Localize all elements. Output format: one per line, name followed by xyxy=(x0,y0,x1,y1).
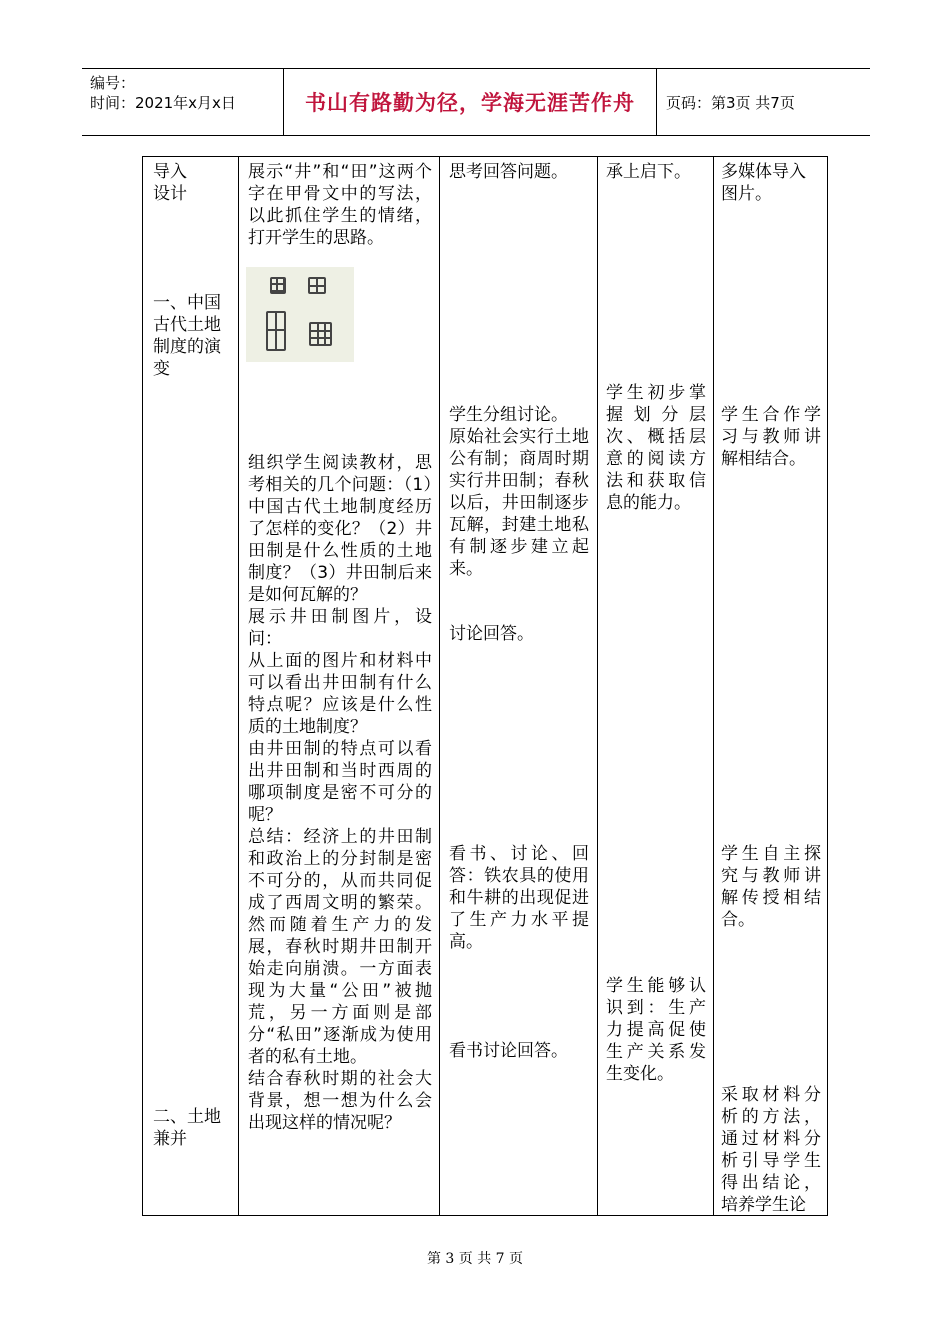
student-intro-text: 思考回答问题。 xyxy=(449,162,568,182)
student-discussion-text: 学生分组讨论。 原始社会实行土地公有制；商周时期实行井田制；春秋以后，井田制逐步瓦解，封建土地私有制逐步建立起来。 xyxy=(449,405,589,579)
method-2-text: 学生自主探究与教师讲解传授相结合。 xyxy=(721,844,821,930)
header-meta xyxy=(82,69,284,135)
column-divider xyxy=(238,157,239,1215)
oracle-bone-characters-image xyxy=(246,267,354,362)
stage-section-2: 二、土地 兼并 xyxy=(153,1107,221,1149)
teacher-activity-text: 组织学生阅读教材，思考相关的几个问题：（1）中国古代土地制度经历了怎样的变化？（2）井田制是什么性质的土地制度？（3）井田制后来是如何瓦解的？ 展示井田制图片，设问： 从上面的图片和材料中可以看出井田制有什么特点呢？应该是什么性质的土地制度？ 由井田制的特点可以看出井田制和当时西周的哪项制度是密不可分的呢？ 总结：经济上的井田制和政治上的分封制是密不可分的，从而共同促成了西周文明的繁荣。然而随着生产力的发展，春秋时期井田制开始走向崩溃。一方面表现为大量“公田”被抛荒，另一方面则是部分“私田”逐渐成为使用者的私有土地。 结合春秋时期的社会大背景，想一想为什么会出现这样的情况呢？ xyxy=(248,453,432,1133)
intent-goal-1-text: 学生初步掌握划分层次、概括层意的阅读方法和获取信息的能力。 xyxy=(606,383,706,513)
intent-intro-text: 承上启下。 xyxy=(606,162,691,182)
method-1-text: 学生合作学习与教师讲解相结合。 xyxy=(721,405,821,469)
column-divider xyxy=(439,157,440,1215)
oracle-tian-glyph xyxy=(266,311,286,351)
oracle-tian-glyph xyxy=(308,277,326,294)
header-page-label: 页码：第3页 共7页 xyxy=(666,93,795,112)
column-divider xyxy=(597,157,598,1215)
student-answer-text: 讨论回答。 xyxy=(449,624,534,644)
oracle-jing-glyph xyxy=(270,277,286,294)
header-motto: 书山有路勤为径，学海无涯苦作舟 xyxy=(284,69,657,135)
student-reading-answer-text: 看书讨论回答。 xyxy=(449,1041,568,1061)
stage-section-1: 一、中国 古代土地 制度的演 变 xyxy=(153,293,221,379)
document-number-label: 编号： xyxy=(90,74,136,92)
teacher-intro-text: 展示“井”和“田”这两个字在甲骨文中的写法，以此抓住学生的情绪，打开学生的思路。 xyxy=(248,162,432,248)
page-header xyxy=(82,68,870,136)
page-footer: 第 3 页 共 7 页 xyxy=(426,1251,524,1267)
document-time-label: 时间：2021年x月x日 xyxy=(90,94,236,112)
student-reading-text: 看书、讨论、回答：铁农具的使用和牛耕的出现促进了生产力水平提高。 xyxy=(449,844,589,952)
intent-goal-2-text: 学生能够认识到：生产力提高促使生产关系发生变化。 xyxy=(606,976,706,1084)
method-3-text: 采取材料分析的方法，通过材料分析引导学生得出结论，培养学生论 xyxy=(721,1085,821,1215)
method-intro-text: 多媒体导入图片。 xyxy=(721,162,806,204)
stage-intro: 导入 设计 xyxy=(153,162,187,204)
column-divider xyxy=(713,157,714,1215)
oracle-jing-glyph xyxy=(309,322,332,346)
